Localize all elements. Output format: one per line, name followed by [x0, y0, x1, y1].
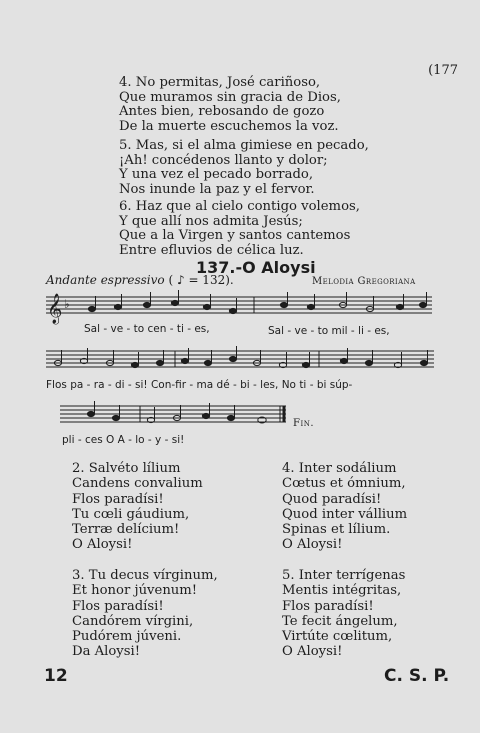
stanza-line: Pudórem júveni.: [72, 629, 182, 645]
verse-line: Nos inunde la paz y el fervor.: [119, 181, 315, 197]
lyrics-line-2: Flos pa - ra - di - si! Con-fir - ma dé - bi - les, No ti - bi súp-: [46, 379, 353, 391]
verse-line: ¡Ah! concédenos llanto y dolor;: [119, 152, 328, 168]
stanza-line: Spinas et lílium.: [282, 522, 391, 538]
stanza-line: O Aloysi!: [282, 644, 343, 660]
hymn-title: 137.-O Aloysi: [196, 258, 316, 277]
stanza-line: Quod paradísi!: [282, 491, 382, 507]
stanza-line: Et honor júvenum!: [72, 583, 198, 599]
verse-line: 6. Haz que al cielo contigo volemos,: [119, 199, 360, 214]
stanza-line: 5. Inter terrígenas: [282, 568, 406, 583]
stanza-line: Candórem vírgini,: [72, 613, 194, 629]
staff-1: [46, 297, 432, 313]
fin-marking: Fin.: [293, 418, 315, 429]
clef-icon: 𝄞: [47, 294, 63, 324]
stanza-line: 3. Tu decus vírginum,: [72, 568, 218, 583]
staff-2: [46, 351, 434, 367]
stanza-line: Virtúte cœlitum,: [282, 629, 393, 645]
stanza-2: [72, 461, 203, 553]
stanza-line: Candens convalium: [72, 476, 203, 492]
stanza-line: Flos paradísi!: [282, 598, 374, 614]
stanza-line: O Aloysi!: [72, 537, 133, 553]
verse-line: Y que allí nos admita Jesús;: [119, 213, 303, 229]
stanza-line: Flos paradísi!: [72, 491, 164, 507]
lyrics-line-1b: Sal - ve - to mil - li - es,: [268, 325, 390, 337]
tempo-text: Andante espressivo: [46, 273, 165, 287]
verse-line: Y una vez el pecado borrado,: [119, 167, 314, 183]
stanza-line: Quod inter vállium: [282, 506, 408, 522]
stanza-line: Da Aloysi!: [72, 644, 141, 660]
stanza-line: Terræ delícium!: [72, 522, 180, 538]
stanza-line: Cœtus et ómnium,: [282, 476, 406, 492]
verse-line: Que muramos sin gracia de Dios,: [119, 89, 341, 105]
verse-line: Antes bien, rebosando de gozo: [119, 104, 325, 120]
lyrics-line-3: pli - ces O A - lo - y - si!: [62, 434, 185, 446]
stanza-line: O Aloysi!: [282, 537, 343, 553]
verse-line: De la muerte escuchemos la voz.: [119, 118, 339, 134]
stanza-line: Flos paradísi!: [72, 598, 164, 614]
flat-icon: ♭: [64, 297, 70, 311]
verse-line: Que a la Virgen y santos cantemos: [119, 228, 351, 244]
stanza-4: [282, 461, 407, 553]
verse-line: 5. Mas, si el alma gimiese en pecado,: [119, 138, 369, 153]
melody-source: Melodia Gregoriana: [312, 276, 416, 287]
verse-line: 4. No permitas, José cariñoso,: [119, 75, 321, 90]
stanza-line: Te fecit ángelum,: [282, 613, 398, 629]
verse-line: Entre efluvios de célica luz.: [119, 242, 304, 258]
stanza-5: [282, 568, 405, 660]
tempo-mark: ( ♪ = 132).: [168, 273, 234, 287]
stanza-line: 4. Inter sodálium: [282, 461, 397, 476]
footer-publisher: C. S. P.: [384, 666, 450, 686]
stanza-3: [72, 568, 218, 660]
page-number: (177: [428, 63, 458, 78]
stanza-line: Mentis intégritas,: [282, 583, 402, 599]
lyrics-line-1a: Sal - ve - to cen - ti - es,: [84, 323, 210, 335]
footer-page-number: 12: [44, 666, 68, 686]
stanza-line: 2. Salvéto lílium: [72, 461, 181, 476]
stanza-line: Tu cœli gáudium,: [72, 506, 190, 522]
